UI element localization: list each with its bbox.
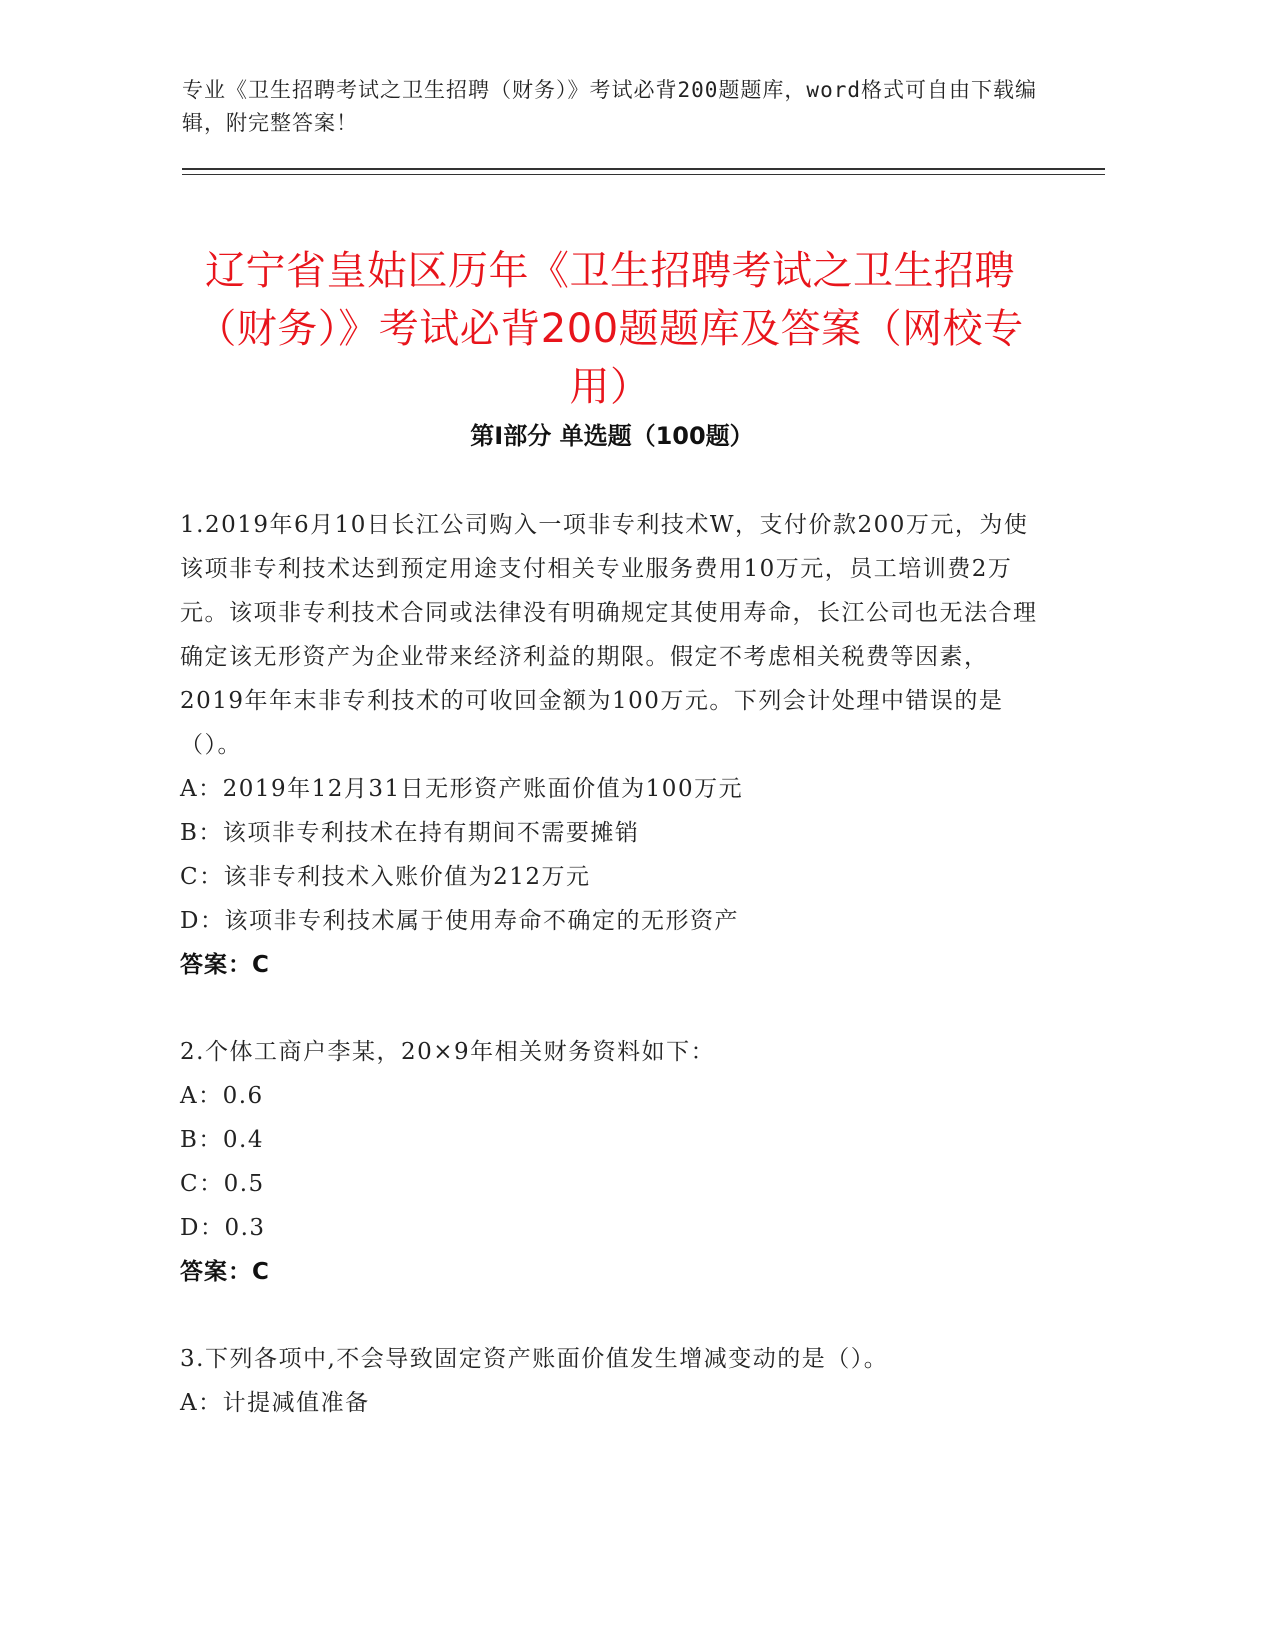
answer-line: 答案：C [180, 1259, 270, 1285]
question-1 [180, 503, 1040, 987]
option-a: A：0.6 [180, 1083, 264, 1109]
option-d: D：0.3 [180, 1215, 266, 1241]
header-divider-thin [182, 174, 1105, 175]
option-a: A：2019年12月31日无形资产账面价值为100万元 [180, 776, 744, 802]
option-c: C：0.5 [180, 1171, 265, 1197]
option-b: B：该项非专利技术在持有期间不需要摊销 [180, 820, 640, 846]
question-spacer [180, 987, 1040, 1030]
answer-line: 答案：C [180, 952, 270, 978]
option-a: A：计提减值准备 [180, 1390, 370, 1416]
section-heading: 第I部分 单选题（100题） [470, 422, 754, 450]
option-b: B：0.4 [180, 1127, 264, 1153]
option-d: D：该项非专利技术属于使用寿命不确定的无形资产 [180, 908, 739, 934]
document-title: 辽宁省皇姑区历年《卫生招聘考试之卫生招聘（财务）》考试必背200题题库及答案（网校专用） [196, 247, 1024, 410]
header-divider-thick [182, 168, 1105, 170]
option-c: C：该非专利技术入账价值为212万元 [180, 864, 591, 890]
header-note: 专业《卫生招聘考试之卫生招聘（财务）》考试必背200题题库，word格式可自由下载编辑，附完整答案！ [182, 78, 1037, 135]
question-stem: 1.2019年6月10日长江公司购入一项非专利技术W，支付价款200万元，为使该项非专利技术达到预定用途支付相关专业服务费用10万元，员工培训费2万元。该项非专利技术合同或法律没有明确规定其使用寿命，长江公司也无法合理确定该无形资产为企业带来经济利益的期限。假定不考虑相关税费等因素，2019年年末非专利技术的可收回金额为100万元。下列会计处理中错误的是（）。 [180, 512, 1038, 758]
question-spacer [180, 1294, 1040, 1337]
question-list [180, 503, 1040, 1425]
question-3 [180, 1337, 1040, 1425]
question-2 [180, 1030, 1040, 1294]
question-stem: 2.个体工商户李某，20×9年相关财务资料如下： [180, 1039, 716, 1065]
question-stem: 3.下列各项中,不会导致固定资产账面价值发生增减变动的是（）。 [180, 1346, 889, 1372]
